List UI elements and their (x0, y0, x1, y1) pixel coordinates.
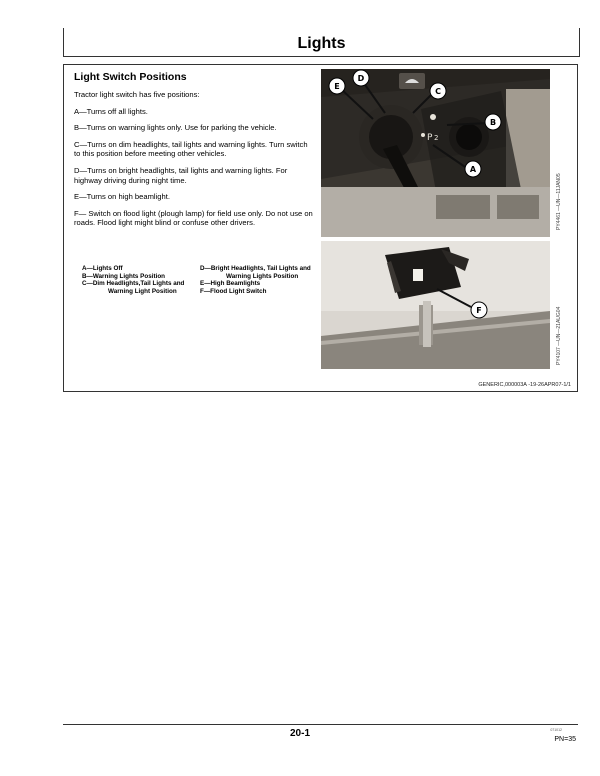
content-box (63, 64, 578, 392)
legend-item-b: B—Warning Lights Position (82, 272, 166, 280)
legend-item-d: D—Bright Headlights, Tail Lights and Warning Lights Position (200, 265, 311, 280)
callout-a: A (469, 165, 477, 174)
document-code: GENERIC,000003A -19-26APR07-1/1 (478, 382, 571, 388)
light-switch-illustration (321, 69, 550, 237)
figure1-code-text: PY4461 —UN—11JAN05 (556, 173, 562, 230)
paragraph-a: A—Turns off all lights. (74, 106, 148, 116)
flood-light-photo (321, 241, 550, 369)
section-title: Light Switch Positions (74, 71, 187, 83)
legend-item-c: C—Dim Headlights,Tail Lights and Warning Light Position (82, 280, 185, 295)
legend-item-a: A—Lights Off (82, 265, 123, 272)
paragraph-intro: Tractor light switch has five positions: (74, 90, 200, 99)
footer-tiny-code: 071012 (550, 728, 562, 732)
paragraph-c: C—Turns on dim headlights, tail lights and warning lights. Turn switch to this position before meeting other vehicles. (74, 139, 308, 159)
page-title: Lights (297, 35, 346, 52)
header-box (63, 28, 580, 57)
flood-light-illustration (321, 241, 550, 369)
light-switch-photo (321, 69, 550, 237)
pn-label: PN=35 (554, 736, 576, 743)
callout-d: D (357, 74, 365, 83)
text-column (74, 71, 314, 235)
footer-rule (63, 724, 578, 725)
figure2-code-text: PY4107 —UN—21AUG04 (556, 306, 562, 365)
legend-right-column (200, 265, 322, 295)
legend-item-e: E—High Beamlights (200, 280, 261, 288)
paragraph-d: D—Turns on bright headlights, tail lights and warning lights. For highway driving during night time. (74, 165, 288, 185)
paragraph-f: F— Switch on flood light (plough lamp) for field use only. Do not use on roads. Flood light might blind or confuse other drivers. (74, 208, 313, 228)
legend-left-column (82, 265, 198, 295)
figure2-code (556, 306, 568, 465)
legend-item-f: F—Flood Light Switch (200, 287, 267, 295)
callout-f: F (476, 306, 482, 315)
switch-mark-p: P (427, 133, 433, 143)
callout-e: E (334, 82, 340, 91)
paragraph-b: B—Turns on warning lights only. Use for parking the vehicle. (74, 123, 277, 133)
page-number: 20-1 (289, 728, 310, 739)
callout-b: B (489, 118, 497, 127)
paragraph-e: E—Turns on high beamlight. (74, 192, 170, 202)
callout-c: C (435, 87, 441, 96)
switch-mark-2: 2 (434, 134, 439, 142)
